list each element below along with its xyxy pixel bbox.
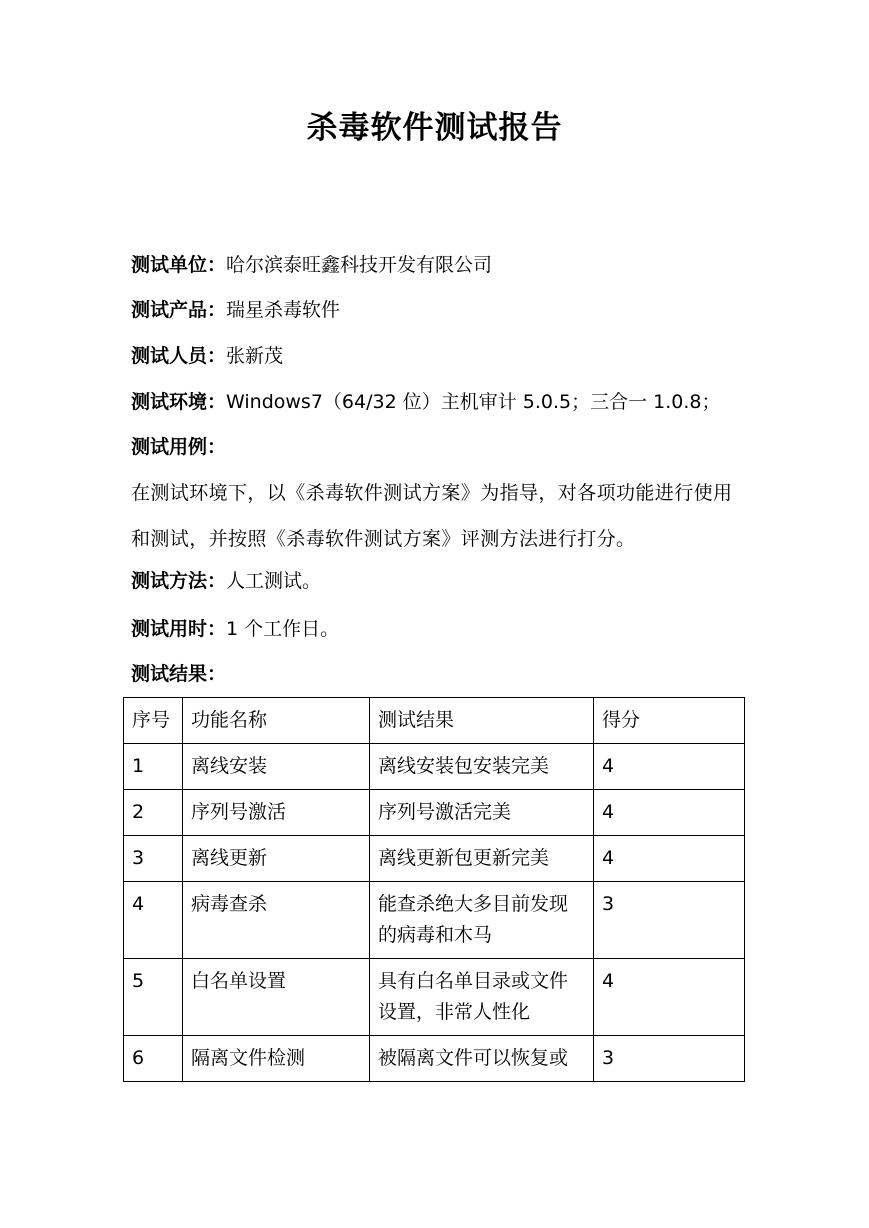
cell-result: 离线更新包更新完美 (370, 836, 594, 882)
cell-name: 离线安装 (183, 744, 370, 790)
cell-result: 离线安装包安装完美 (370, 744, 594, 790)
cell-score: 4 (594, 790, 745, 836)
table-header-row (124, 698, 745, 744)
field-label: 测试人员： (131, 345, 227, 367)
header-result: 测试结果 (370, 698, 594, 744)
field-test-unit (131, 250, 751, 280)
field-value: 瑞星杀毒软件 (226, 299, 341, 321)
field-value: 1 个工作日。 (226, 618, 340, 640)
field-test-duration (131, 614, 751, 644)
field-test-results (131, 659, 751, 689)
field-test-cases (131, 432, 751, 462)
field-label: 测试产品： (131, 299, 227, 321)
cell-score: 3 (594, 882, 745, 959)
field-label: 测试用时： (131, 618, 227, 640)
cell-no: 4 (124, 882, 183, 959)
field-test-product (131, 295, 751, 325)
cell-no: 6 (124, 1036, 183, 1082)
cell-name: 离线更新 (183, 836, 370, 882)
table-row (124, 744, 745, 790)
field-test-environment (131, 387, 751, 417)
header-score: 得分 (594, 698, 745, 744)
cell-score: 4 (594, 744, 745, 790)
cell-score: 4 (594, 959, 745, 1036)
table-row (124, 790, 745, 836)
cell-no: 5 (124, 959, 183, 1036)
cell-name: 病毒查杀 (183, 882, 370, 959)
field-label: 测试用例： (131, 436, 227, 458)
document-title: 杀毒软件测试报告 (306, 110, 563, 146)
cell-name: 序列号激活 (183, 790, 370, 836)
field-value: 哈尔滨泰旺鑫科技开发有限公司 (226, 254, 493, 276)
header-no: 序号 (124, 698, 183, 744)
field-test-method (131, 566, 751, 596)
cell-no: 3 (124, 836, 183, 882)
header-name: 功能名称 (183, 698, 370, 744)
table-row (124, 959, 745, 1036)
results-table (123, 697, 745, 1082)
field-label: 测试环境： (131, 391, 227, 413)
cell-name: 白名单设置 (183, 959, 370, 1036)
cell-result: 被隔离文件可以恢复或 (370, 1036, 594, 1082)
table-row (124, 836, 745, 882)
cell-result: 能查杀绝大多目前发现的病毒和木马 (370, 882, 594, 959)
cell-no: 2 (124, 790, 183, 836)
field-label: 测试方法： (131, 570, 227, 592)
table-row (124, 882, 745, 959)
cell-no: 1 (124, 744, 183, 790)
cell-result: 具有白名单目录或文件设置，非常人性化 (370, 959, 594, 1036)
field-test-personnel (131, 341, 751, 371)
cell-score: 4 (594, 836, 745, 882)
cell-result: 序列号激活完美 (370, 790, 594, 836)
field-label: 测试单位： (131, 254, 227, 276)
cell-score: 3 (594, 1036, 745, 1082)
cell-name: 隔离文件检测 (183, 1036, 370, 1082)
field-value: Windows7（64/32 位）主机审计 5.0.5；三合一 1.0.8； (226, 391, 721, 413)
case-description: 在测试环境下，以《杀毒软件测试方案》为指导，对各项功能进行使用和测试，并按照《杀毒软件测试方案》评测方法进行打分。 (131, 482, 733, 550)
field-value: 张新茂 (226, 345, 284, 367)
table-row (124, 1036, 745, 1082)
field-value: 人工测试。 (226, 570, 322, 592)
field-label: 测试结果： (131, 663, 227, 685)
